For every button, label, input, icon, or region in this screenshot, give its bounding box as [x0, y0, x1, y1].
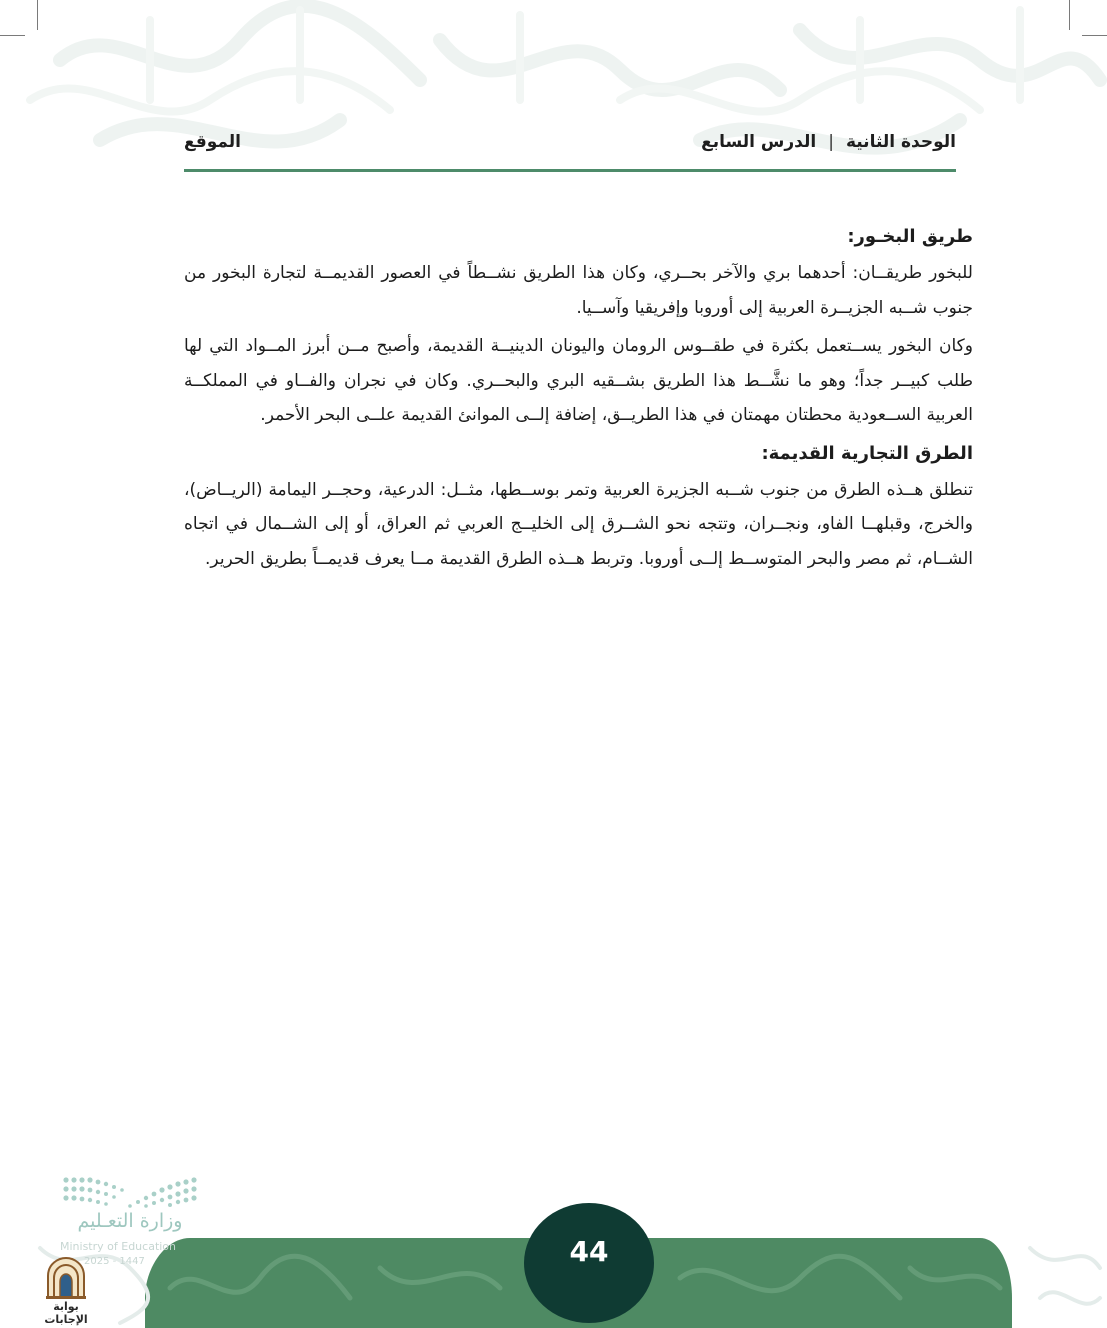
breadcrumb — [701, 132, 956, 152]
topic-title: الموقع — [184, 132, 242, 152]
paragraph: تنطلق هــذه الطرق من جنوب شــبه الجزيرة العربية وتمر بوســطها، مثــل: الدرعية، وحجــر اليمامة (الريــاض)، والخرج، وقبلهــا الفاو، ونجــران، وتتجه نحو الشــرق إلى الخليــج العربي ثم العراق، أو إلى الشــمال في اتجاه الشــام، ثم مصر والبحر المتوســط إلــى أوروبا. وتربط هــذه الطرق القديمة مــا يعرف قديمــاً بطريق الحرير. — [184, 479, 973, 569]
paragraph: للبخور طريقــان: أحدهما بري والآخر بحــري، وكان هذا الطريق نشــطاً في العصور القديمــة لتجارة البخور من جنوب شــبه الجزيــرة العربية إلى أوروبا وإفريقيا وآســيا. — [184, 263, 973, 318]
lesson-title: الدرس السابع — [701, 132, 817, 152]
paragraph: وكان البخور يســتعمل بكثرة في طقــوس الرومان واليونان الدينيــة القديمة، وأصبح مــن أبرز المــواد التي لها طلب كبيــر جداً؛ وهو ما نشَّــط هذا الطريق بشــقيه البري والبحــري. وكان في نجران والفــاو في المملكــة العربية الســعودية محطتان مهمتان في هذا الطريــق، إضافة إلــى الموانئ القديمة علــى البحر الأحمر. — [184, 336, 973, 425]
crop-mark-top-right-vertical — [1069, 0, 1070, 30]
crop-mark-top-right-horizontal — [1082, 35, 1107, 36]
section-heading-incense-road: طريق البخـور: — [847, 226, 973, 247]
header-divider — [184, 169, 956, 172]
page-number-badge — [524, 1203, 654, 1323]
unit-title: الوحدة الثانية — [845, 132, 956, 152]
calligraphy-background — [0, 0, 1107, 240]
ministry-year: 2025 - 1447 — [84, 1256, 145, 1267]
page-content — [184, 222, 973, 576]
section-heading-ancient-trade-routes: الطرق التجارية القديمة: — [761, 442, 973, 464]
page-number: 44 — [569, 1235, 609, 1268]
crop-mark-top-left-horizontal — [0, 35, 25, 36]
page-header — [184, 130, 956, 160]
crop-mark-top-left-vertical — [37, 0, 38, 30]
breadcrumb-separator: | — [828, 132, 834, 152]
watermark-label: بوابة الإجابات — [44, 1300, 88, 1326]
gate-icon — [44, 1256, 88, 1300]
ministry-name-english: Ministry of Education — [60, 1240, 177, 1253]
ministry-name-arabic: وزارة التعـليم — [77, 1210, 183, 1232]
ministry-logo-icon — [60, 1150, 200, 1250]
